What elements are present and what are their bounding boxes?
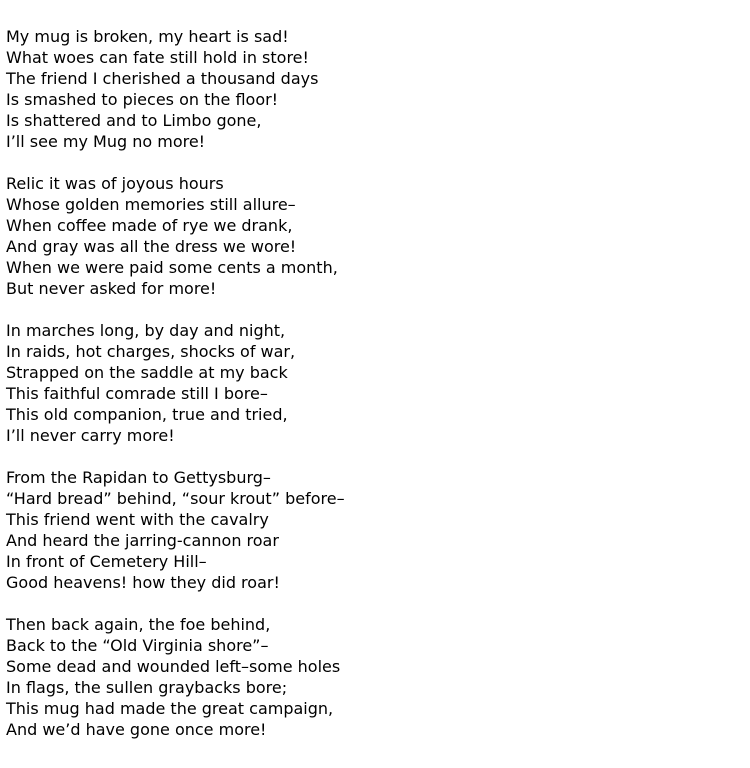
stanza-5 — [6, 614, 736, 740]
poem-line: This old companion, true and tried, — [6, 405, 288, 424]
stanza-2 — [6, 173, 736, 299]
poem-line: My mug is broken, my heart is sad! — [6, 27, 289, 46]
poem-line: I’ll see my Mug no more! — [6, 132, 206, 151]
poem-line: In marches long, by day and night, — [6, 321, 286, 340]
poem-line: In front of Cemetery Hill– — [6, 552, 207, 571]
poem-line: In flags, the sullen graybacks bore; — [6, 678, 288, 697]
poem-line: Whose golden memories still allure– — [6, 195, 296, 214]
poem-line: “Hard bread” behind, “sour krout” before– — [6, 489, 345, 508]
poem-line: This mug had made the great campaign, — [6, 699, 334, 718]
poem-line: And gray was all the dress we wore! — [6, 237, 297, 256]
poem-text — [6, 26, 736, 761]
poem-line: Relic it was of joyous hours — [6, 174, 224, 193]
poem-line: Strapped on the saddle at my back — [6, 363, 288, 382]
poem-line: Is smashed to pieces on the floor! — [6, 90, 279, 109]
poem-line: Is shattered and to Limbo gone, — [6, 111, 262, 130]
poem-line: This friend went with the cavalry — [6, 510, 269, 529]
stanza-1 — [6, 26, 736, 152]
poem-line: This faithful comrade still I bore– — [6, 384, 268, 403]
poem-line: What woes can fate still hold in store! — [6, 48, 309, 67]
poem-line: But never asked for more! — [6, 279, 217, 298]
poem-line: And heard the jarring-cannon roar — [6, 531, 279, 550]
poem-line: Good heavens! how they did roar! — [6, 573, 280, 592]
stanza-3 — [6, 320, 736, 446]
poem-line: When we were paid some cents a month, — [6, 258, 338, 277]
poem-line: Some dead and wounded left–some holes — [6, 657, 341, 676]
poem-line: Back to the “Old Virginia shore”– — [6, 636, 269, 655]
poem-line: When coffee made of rye we drank, — [6, 216, 293, 235]
poem-line: From the Rapidan to Gettysburg– — [6, 468, 271, 487]
poem-line: The friend I cherished a thousand days — [6, 69, 319, 88]
poem-line: And we’d have gone once more! — [6, 720, 267, 739]
poem-line: In raids, hot charges, shocks of war, — [6, 342, 296, 361]
poem-line: I’ll never carry more! — [6, 426, 175, 445]
stanza-4 — [6, 467, 736, 593]
poem-line: Then back again, the foe behind, — [6, 615, 271, 634]
